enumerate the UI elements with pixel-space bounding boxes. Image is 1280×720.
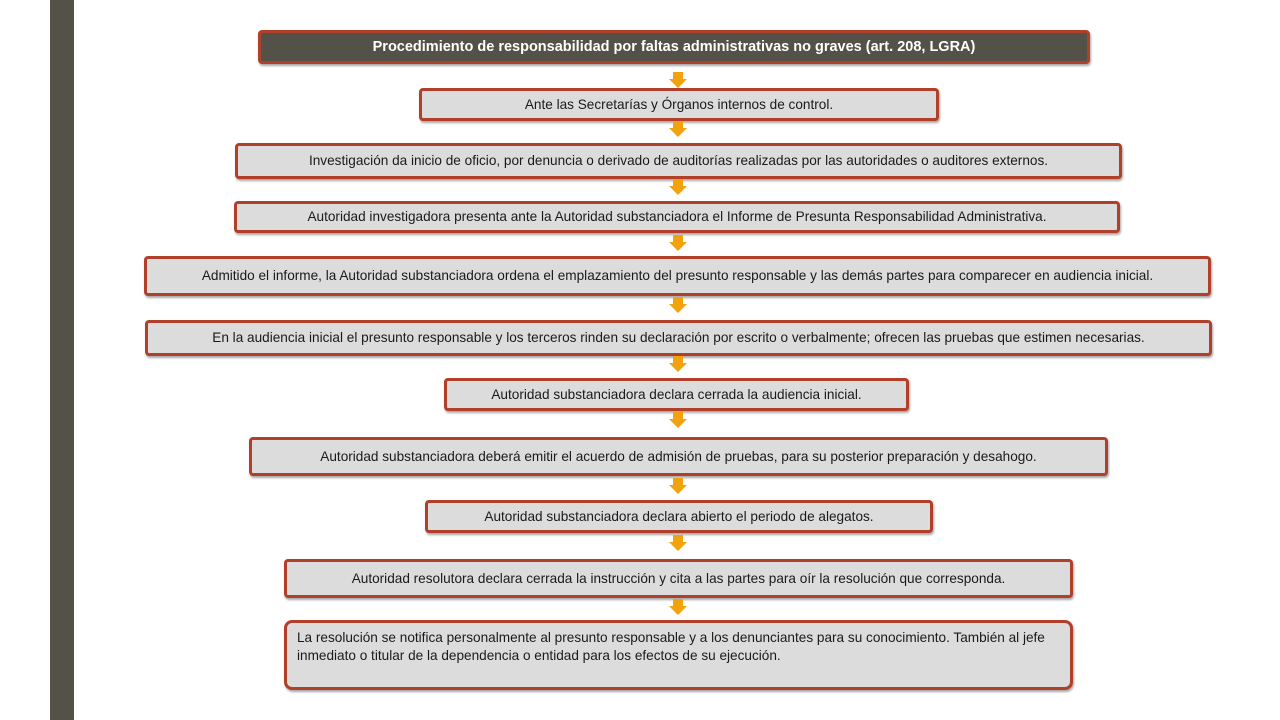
side-accent-bar — [50, 0, 74, 720]
flow-step-8: Autoridad substanciadora declara abierto el periodo de alegatos. — [425, 500, 933, 533]
down-arrow-icon — [669, 72, 687, 88]
down-arrow-icon — [669, 179, 687, 195]
flow-step-7: Autoridad substanciadora deberá emitir el acuerdo de admisión de pruebas, para su posterior preparación y desahogo. — [249, 437, 1108, 476]
flow-step-9: Autoridad resolutora declara cerrada la instrucción y cita a las partes para oír la resolución que corresponda. — [284, 559, 1073, 598]
down-arrow-icon — [669, 535, 687, 551]
down-arrow-icon — [669, 356, 687, 372]
flow-step-4: Admitido el informe, la Autoridad substanciadora ordena el emplazamiento del presunto responsable y las demás partes para comparecer en audiencia inicial. — [144, 256, 1211, 296]
flow-step-5: En la audiencia inicial el presunto responsable y los terceros rinden su declaración por escrito o verbalmente; ofrecen las pruebas que estimen necesarias. — [145, 320, 1212, 356]
down-arrow-icon — [669, 297, 687, 313]
down-arrow-icon — [669, 599, 687, 615]
flow-step-3: Autoridad investigadora presenta ante la Autoridad substanciadora el Informe de Presunta Responsabilidad Administrativa. — [234, 201, 1120, 233]
down-arrow-icon — [669, 235, 687, 251]
down-arrow-icon — [669, 121, 687, 137]
flow-step-2: Investigación da inicio de oficio, por denuncia o derivado de auditorías realizadas por las autoridades o auditores externos. — [235, 143, 1122, 179]
down-arrow-icon — [669, 478, 687, 494]
flow-step-6: Autoridad substanciadora declara cerrada la audiencia inicial. — [444, 378, 909, 411]
down-arrow-icon — [669, 412, 687, 428]
diagram-title: Procedimiento de responsabilidad por faltas administrativas no graves (art. 208, LGRA) — [258, 30, 1090, 64]
flow-step-10: La resolución se notifica personalmente al presunto responsable y a los denunciantes para su conocimiento. También al jefe inmediato o titular de la dependencia o entidad para los efectos de su ejecución. — [284, 620, 1073, 690]
flow-step-1: Ante las Secretarías y Órganos internos de control. — [419, 88, 939, 121]
